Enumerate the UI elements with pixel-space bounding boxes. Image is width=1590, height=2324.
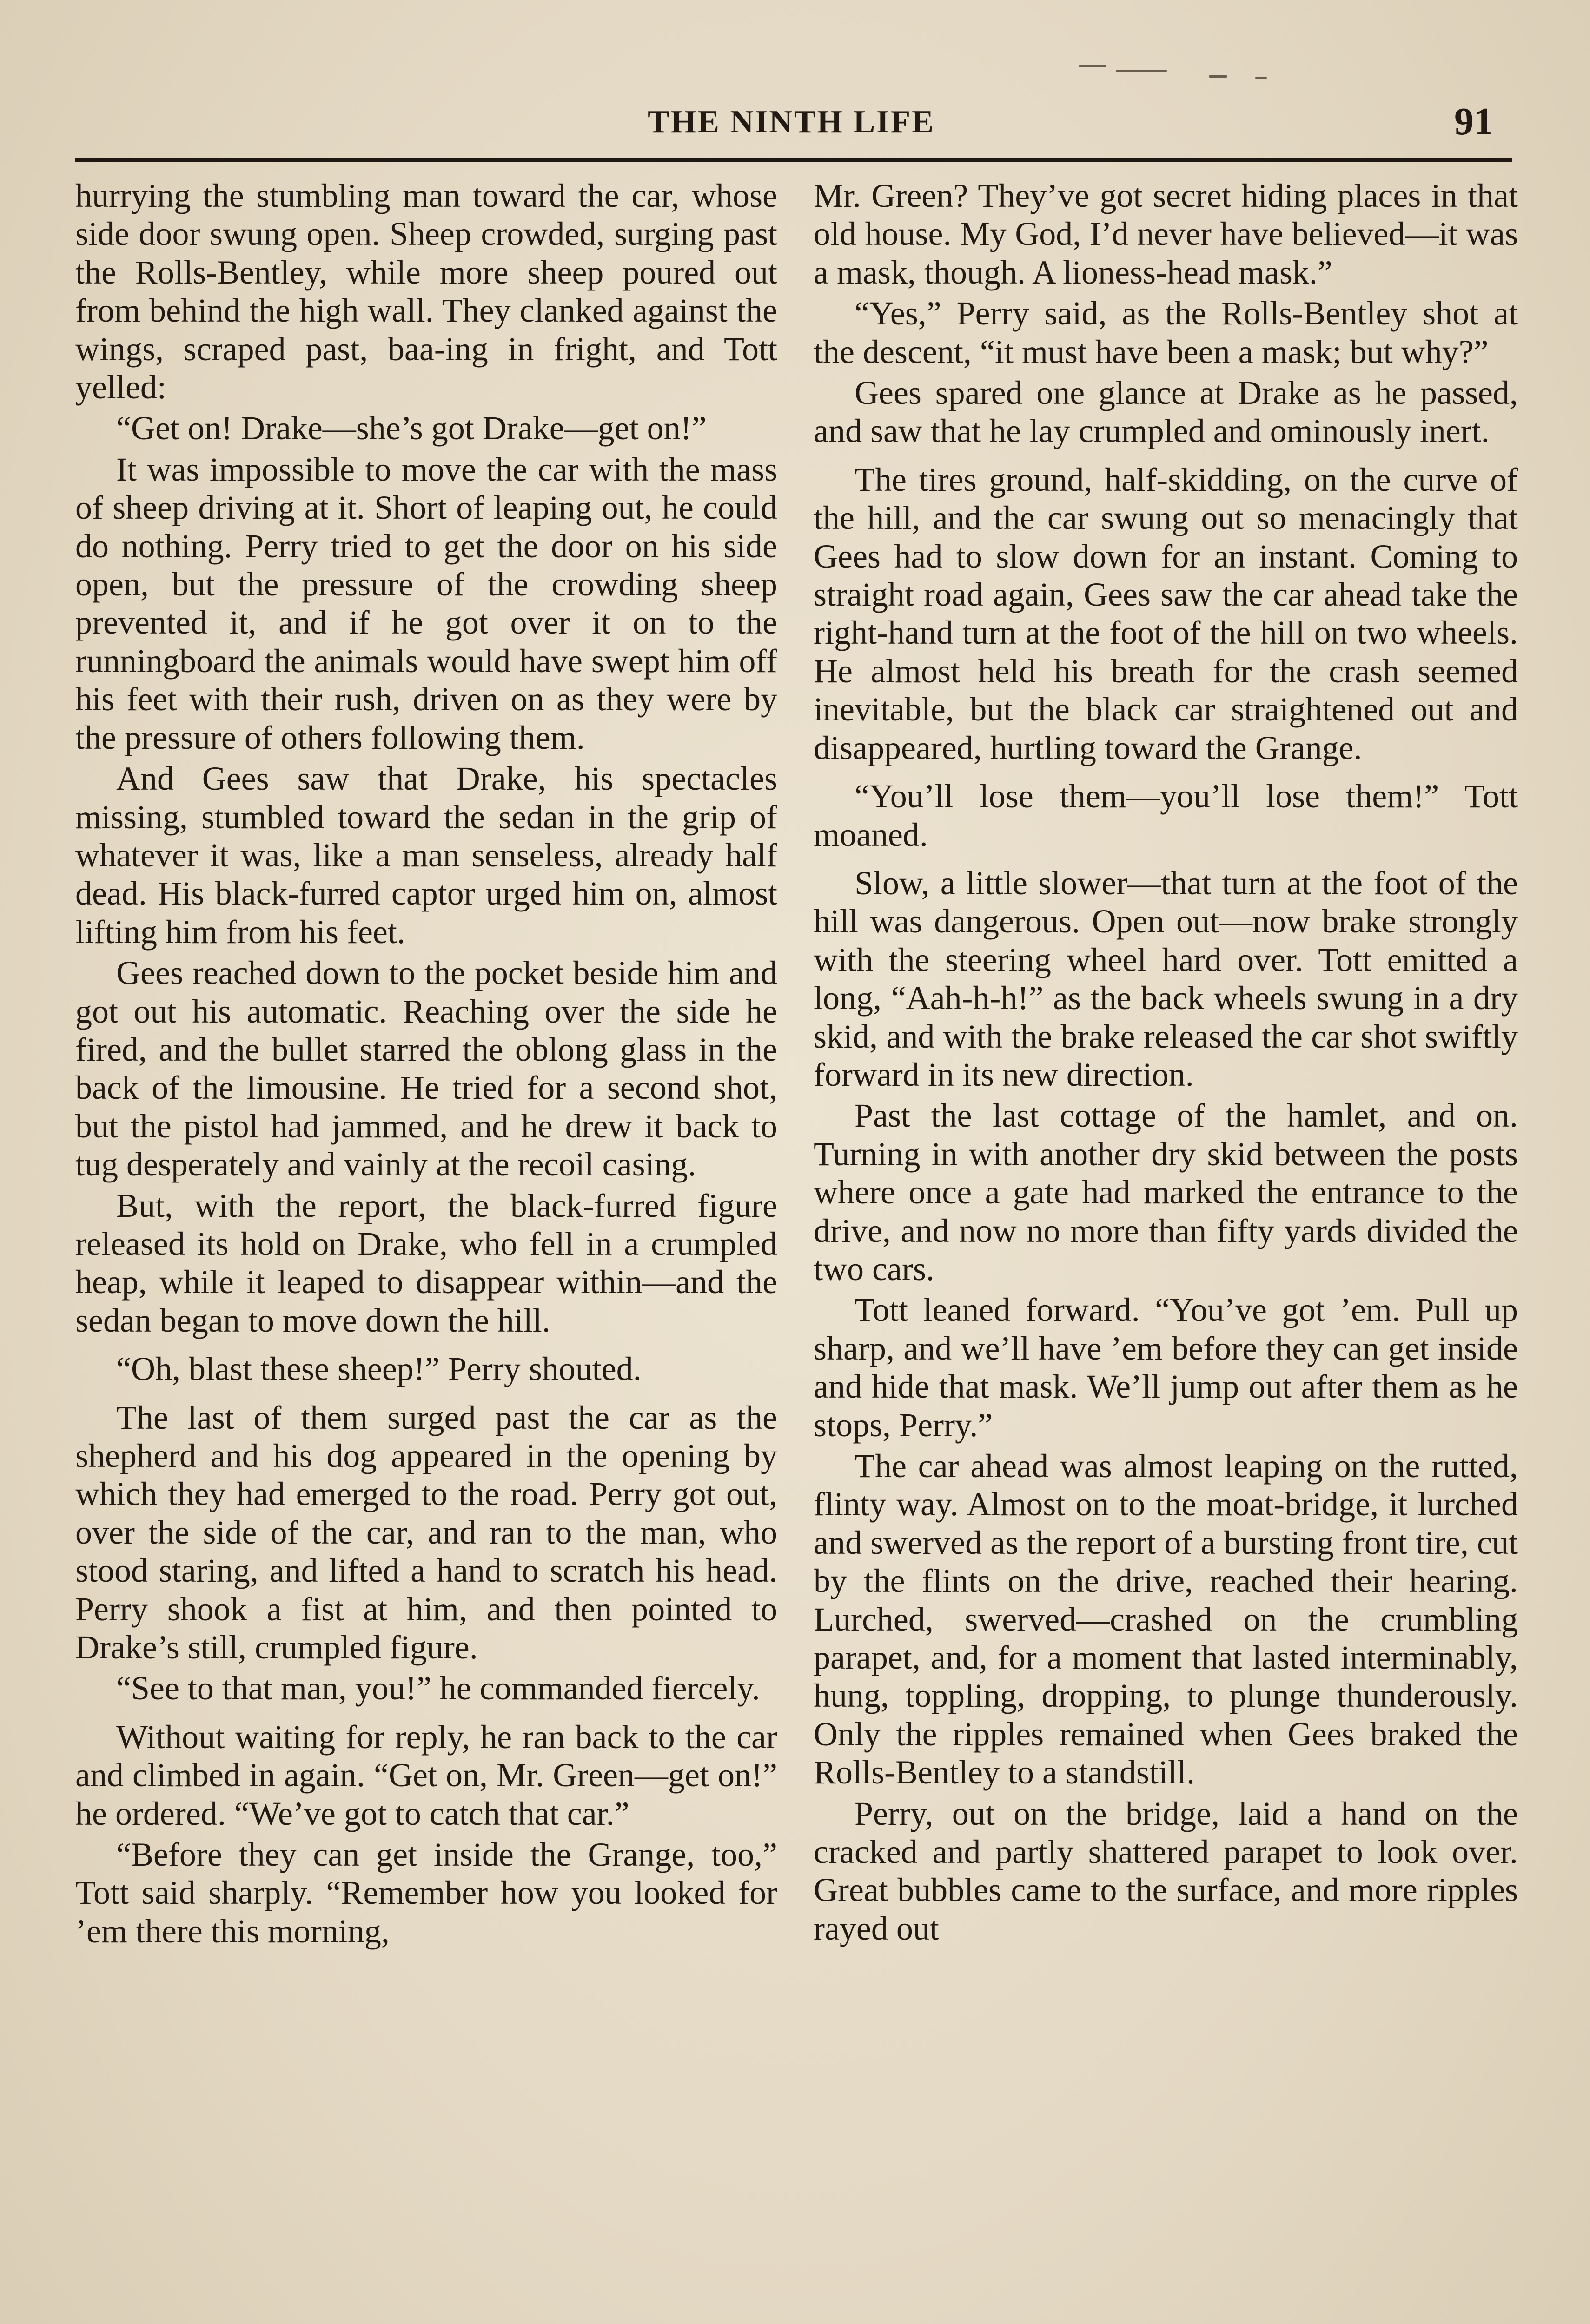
paragraph: It was impossible to move the car with the mass of sheep driving at it. Short of leaping out, he could do nothing. Perry tried to get the door on his side open, but the pressure of the crowding sheep prevented it, and if he got over it on to the runningboard the animals would have swept him off his feet with their rush, driven on as they were by the pressure of others following them. [75, 450, 777, 756]
paragraph: “Yes,” Perry said, as the Rolls-Bentley shot at the descent, “it must have been a mask; but why?” [814, 295, 1518, 370]
ink-speck [1079, 65, 1106, 67]
paragraph: “You’ll lose them—you’ll lose them!” Tott moaned. [814, 778, 1518, 853]
left-text-column [75, 177, 777, 1953]
paragraph: “Get on! Drake—she’s got Drake—get on!” [116, 409, 707, 447]
right-text-column [814, 177, 1518, 1950]
paragraph: And Gees saw that Drake, his spectacles missing, stumbled toward the sedan in the grip of whatever it was, like a man senseless, already half dead. His black-furred captor urged him on, almost lifting him from his feet. [75, 760, 777, 951]
running-title: THE NINTH LIFE [648, 104, 935, 140]
paragraph: Gees reached down to the pocket beside him and got out his automatic. Reaching over the side he fired, and the bullet starred the oblong glass in the back of the limousine. He tried for a second shot, but the pistol had jammed, and he drew it back to tug desperately and vainly at the recoil casing. [75, 954, 777, 1183]
paragraph: Gees spared one glance at Drake as he passed, and saw that he lay crumpled and ominously inert. [814, 374, 1518, 450]
paragraph: Slow, a little slower—that turn at the foot of the hill was dangerous. Open out—now brake strongly with the steering wheel hard over. Tott emitted a long, “Aah-h-h!” as the back wheels swung in a dry skid, and with the brake released the car shot swiftly forward in its new direction. [814, 864, 1518, 1093]
paragraph: “See to that man, you!” he commanded fiercely. [116, 1670, 760, 1707]
ink-speck [1116, 70, 1167, 72]
paragraph: Without waiting for reply, he ran back to the car and climbed in again. “Get on, Mr. Green—get on!” he ordered. “We’ve got to catch that car.” [75, 1718, 777, 1832]
paragraph: The tires ground, half-skidding, on the curve of the hill, and the car swung out so menacingly that Gees had to slow down for an instant. Coming to straight road again, Gees saw the car ahead take the right-hand turn at the foot of the hill on two wheels. He almost held his breath for the crash seemed inevitable, but the black car straightened out and disappeared, hurtling toward the Grange. [814, 461, 1518, 766]
paragraph: The car ahead was almost leaping on the rutted, flinty way. Almost on to the moat-bridge, it lurched and swerved as the report of a bursting front tire, cut by the flints on the drive, reached their hearing. Lurched, swerved—crashed on the crumbling parapet, and, for a moment that lasted interminably, hung, toppling, dropping, to plunge thunderously. Only the ripples remained when Gees braked the Rolls-Bentley to a standstill. [814, 1447, 1518, 1791]
paragraph: “Before they can get inside the Grange, too,” Tott said sharply. “Remember how you looked for ’em there this morning, [75, 1836, 777, 1950]
paragraph: Tott leaned forward. “You’ve got ’em. Pull up sharp, and we’ll have ’em before they can get inside and hide that mask. We’ll jump out after them as he stops, Perry.” [814, 1291, 1518, 1444]
page-number: 91 [1454, 100, 1493, 143]
paragraph: Past the last cottage of the hamlet, and on. Turning in with another dry skid between the posts where once a gate had marked the entrance to the drive, and now no more than fifty yards divided the two cars. [814, 1097, 1518, 1287]
paragraph: Mr. Green? They’ve got secret hiding places in that old house. My God, I’d never have believed—it was a mask, though. A lioness-head mask.” [814, 177, 1518, 291]
header-rule [75, 158, 1512, 162]
paragraph: “Oh, blast these sheep!” Perry shouted. [116, 1350, 642, 1388]
paragraph: But, with the report, the black-furred figure released its hold on Drake, who fell in a crumpled heap, while it leaped to disappear within—and the sedan began to move down the hill. [75, 1187, 777, 1339]
paragraph: hurrying the stumbling man toward the car, whose side door swung open. Sheep crowded, surging past the Rolls-Bentley, while more sheep poured out from behind the high wall. They clanked against the wings, scraped past, baa-ing in fright, and Tott yelled: [75, 177, 777, 406]
running-header [75, 95, 1507, 151]
paragraph: Perry, out on the bridge, laid a hand on the cracked and partly shattered parapet to look over. Great bubbles came to the surface, and more ripples rayed out [814, 1795, 1518, 1947]
ink-speck [1209, 75, 1227, 78]
paragraph: The last of them surged past the car as the shepherd and his dog appeared in the opening by which they had emerged to the road. Perry got out, over the side of the car, and ran to the man, who stood staring, and lifted a hand to scratch his head. Perry shook a fist at him, and then pointed to Drake’s still, crumpled figure. [75, 1399, 777, 1666]
ink-speck [1255, 77, 1267, 79]
